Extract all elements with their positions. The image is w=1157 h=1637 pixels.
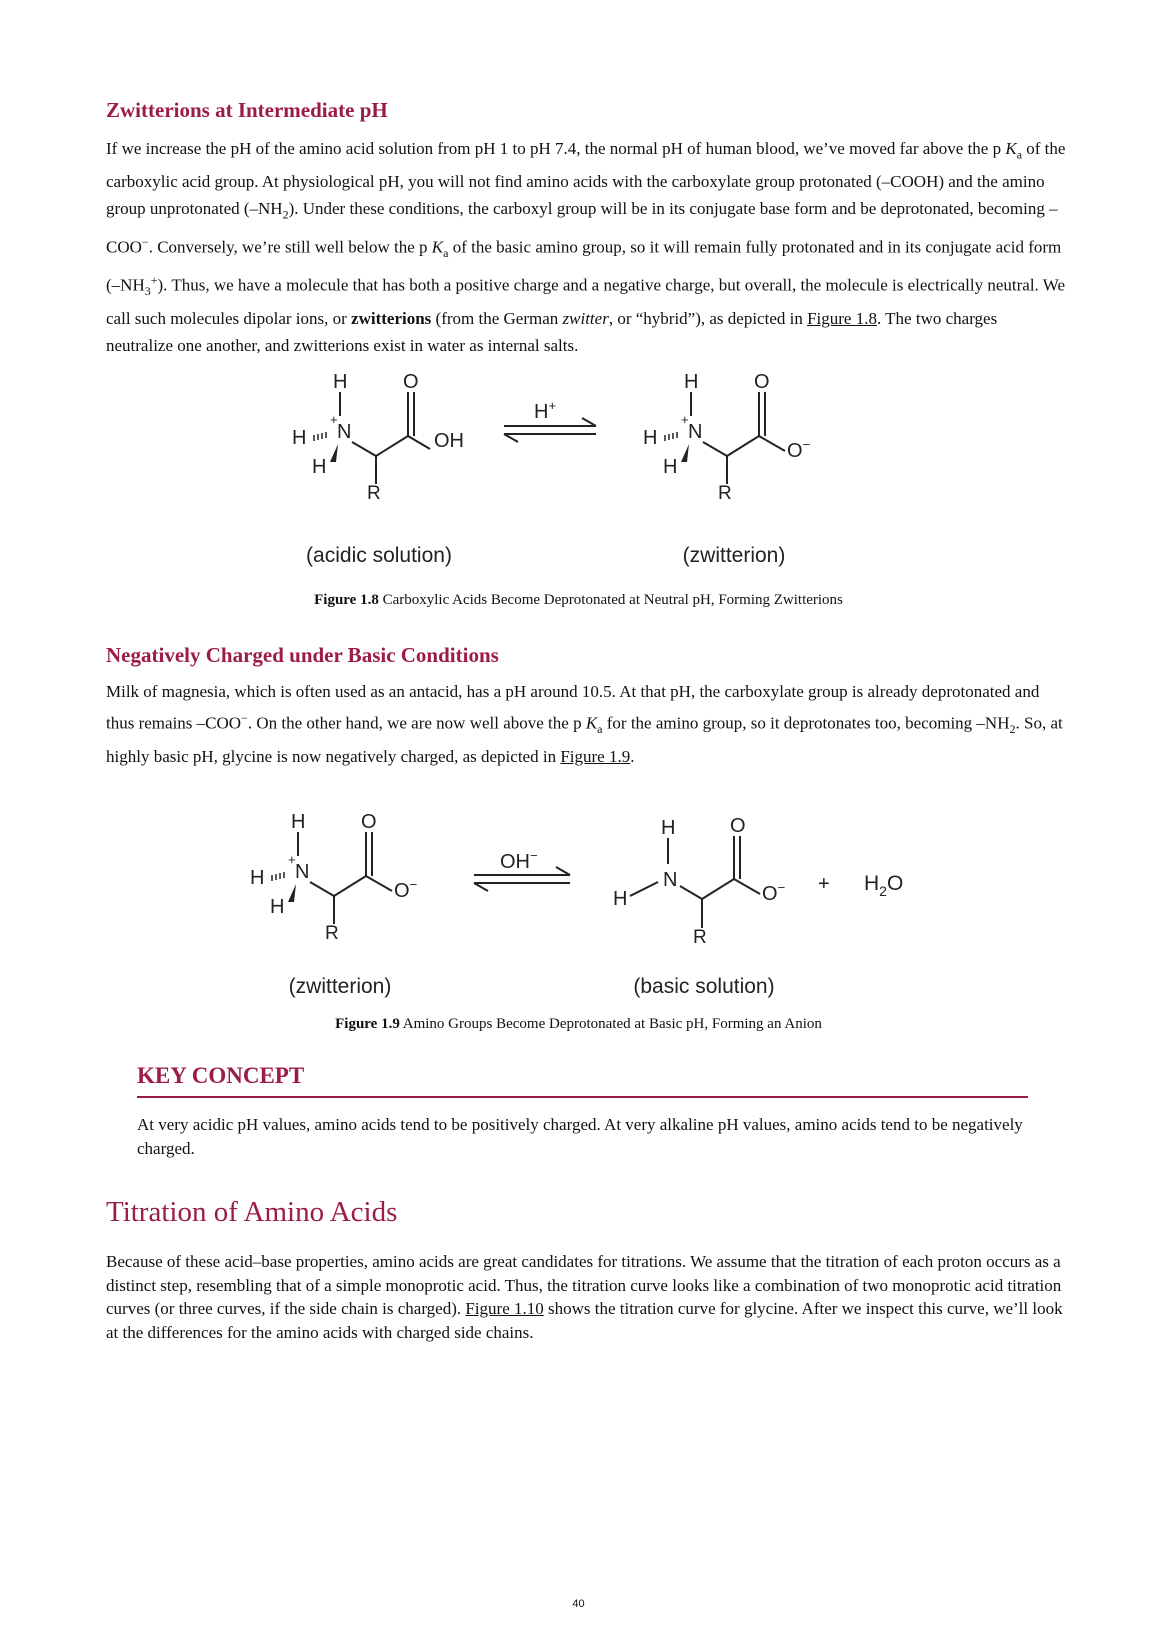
atom-h: H [333,372,348,393]
side-chain-r: R [718,483,732,504]
atom-n: N [295,861,310,883]
atom-oh: OH [434,430,464,452]
atom-o-minus: O− [787,437,811,462]
paragraph-titration: Because of these acid–base properties, amino acids are great candidates for titrations. We assume that the titration of each proton occurs as a distinct step, resembling that of a simple monoprotic acid. Thus, the titration curve looks like a combination of two monoprotic acid titration curves (or three curves, if the side chain is charged). Figure 1.10 shows the titration curve for glycine. After we inspect this curve, we’ll look at the differences for the amino acids with charged side chains. [106,1252,1063,1342]
figure-1-9-diagram [238,812,938,1002]
charge-plus: + [330,412,338,427]
atom-o-minus: O− [762,880,786,905]
atom-h: H [684,372,699,393]
atom-h: H [661,817,676,839]
plus-sign: + [818,873,830,895]
key-concept-divider [137,1096,1028,1098]
page-number: 40 [572,1598,585,1610]
paragraph-basic-conditions: Milk of magnesia, which is often used as an antacid, has a pH around 10.5. At that pH, the carboxylate group is already deprotonated and thus remains –COO−. On the other hand, we are now well above the p $K_a$ for the amino group, so it deprotonates too, becoming $-NH_2$. So, at highly basic pH, glycine is now negatively charged, as depicted in Figure 1.9. [106,682,1063,767]
atom-h: H [663,456,678,478]
section-heading-negative-charge: Negatively Charged under Basic Conditions [106,643,499,667]
arrow-label-hydroxide: OH− [500,848,538,873]
atom-o: O [754,372,770,393]
label-zwitterion: (zwitterion) [682,544,786,567]
section-heading-zwitterions: Zwitterions at Intermediate pH [106,98,388,122]
atom-n: N [688,421,703,443]
figure-1-8-diagram [280,372,880,572]
arrow-label-h-plus: H+ [534,398,557,423]
label-acidic-solution: (acidic solution) [306,544,452,567]
paragraph-zwitterions: If we increase the pH of the amino acid solution from pH 1 to pH 7.4, the normal pH of human blood, we’ve moved far above the p $K_a$ of the carboxylic acid group. At physiological pH, you will not find amino acids with the carboxylate group protonated (–COOH) and the amino group unprotonated $(-NH_2)$. Under these conditions, the carboxyl group will be in its conjugate base form and be deprotonated, becoming –COO−. Conversely, we’re still well below the p $K_a$ of the basic amino group, so it will remain fully protonated and in its conjugate acid form $(-NH_3^+)$. Thus, we have a molecule that has both a positive charge and a negative charge, but overall, the molecule is electrically neutral. We call such molecules dipolar ions, or zwitterions (from the German zwitter, or “hybrid”), as depicted in Figure 1.8. The two charges neutralize one another, and zwitterions exist in water as internal salts. [106,139,1066,355]
label-basic-solution: (basic solution) [633,975,775,998]
charge-plus: + [288,852,296,867]
water-formula: $H_2O$ [864,872,904,899]
atom-o: O [403,372,419,393]
atom-h: H [291,812,306,833]
side-chain-r: R [367,483,381,504]
atom-h: H [643,427,658,449]
atom-h: H [613,888,628,910]
atom-n: N [663,869,678,891]
atom-o: O [361,812,377,833]
atom-o: O [730,815,746,837]
atom-h: H [312,456,327,478]
side-chain-r: R [693,927,707,948]
atom-h: H [250,867,265,889]
figure-1-9-caption: Figure 1.9 Amino Groups Become Deprotonated at Basic pH, Forming an Anion [335,1016,822,1032]
key-concept-title: KEY CONCEPT [137,1063,305,1088]
figure-1-8-link[interactable]: Figure 1.8 [807,308,877,328]
atom-o-minus: O− [394,877,418,902]
atom-h: H [270,896,285,918]
atom-h: H [292,427,307,449]
key-concept-body: At very acidic pH values, amino acids tend to be positively charged. At very alkaline pH values, amino acids tend to be negatively charged. [137,1115,1023,1158]
figure-1-10-link[interactable]: Figure 1.10 [465,1299,544,1318]
atom-n: N [337,421,352,443]
figure-1-8-caption: Figure 1.8 Carboxylic Acids Become Deprotonated at Neutral pH, Forming Zwitterions [314,592,843,608]
figure-1-9-link[interactable]: Figure 1.9 [560,747,631,767]
label-zwitterion: (zwitterion) [288,975,392,998]
charge-plus: + [681,412,689,427]
side-chain-r: R [325,923,339,944]
section-heading-titration: Titration of Amino Acids [106,1196,398,1228]
